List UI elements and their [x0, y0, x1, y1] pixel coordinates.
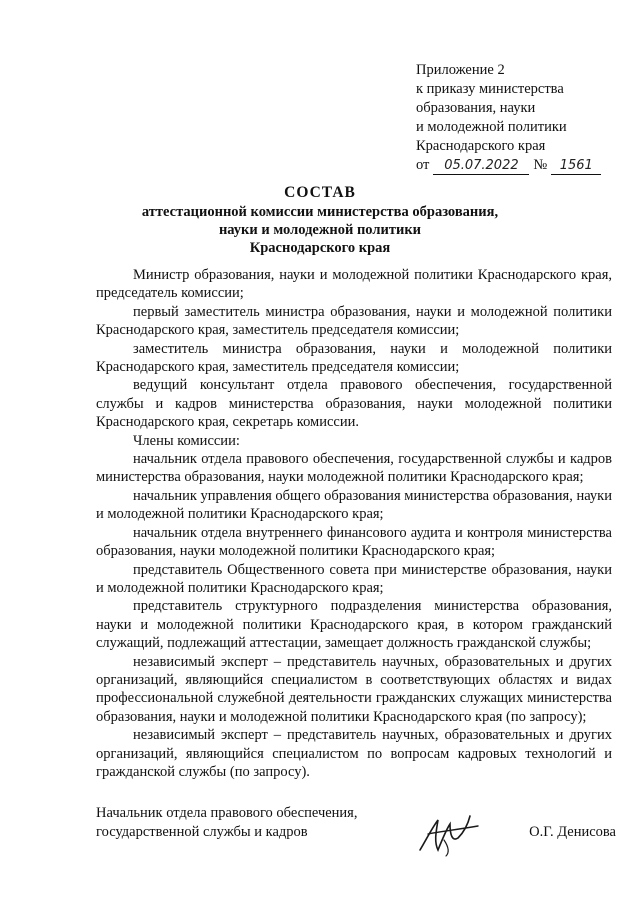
- date-prefix: от: [416, 157, 430, 173]
- handwritten-signature: [414, 810, 484, 858]
- members-heading: Члены комиссии:: [133, 432, 240, 449]
- paragraph-member: независимый эксперт – представитель научных, образовательных и других организаций, являющийся специалистом по вопросам кадровых технологий и гражданской службы (по запросу).: [96, 727, 612, 780]
- order-number-handwritten: 1561: [551, 158, 601, 175]
- paragraph-first-deputy: первый заместитель министра образования, науки и молодежной политики Краснодарского края, заместитель председателя комиссии;: [96, 303, 612, 339]
- appendix-line: к приказу министерства: [416, 81, 564, 97]
- title-line: науки и молодежной политики: [218, 222, 422, 238]
- order-date-handwritten: 05.07.2022: [433, 158, 529, 175]
- title-line: аттестационной комиссии министерства образования,: [141, 204, 499, 220]
- appendix-line: и молодежной политики: [416, 119, 567, 135]
- paragraph-member: представитель Общественного совета при министерстве образования, науки и молодежной политики Краснодарского края;: [96, 561, 612, 596]
- appendix-header: [416, 61, 626, 175]
- paragraph-member: представитель структурного подразделения министерства образования, науки и молодежной политики Краснодарского края, в котором гражданский служащий, подлежащий аттестации, замещает должность гражданской службы;: [96, 598, 612, 652]
- position-line: государственной службы и кадров: [96, 824, 308, 840]
- appendix-line: образования, науки: [416, 100, 536, 116]
- paragraph-secretary: ведущий консультант отдела правового обеспечения, государственной службы и кадров министерства образования, науки молодежной политики Краснодарского края, секретарь комиссии.: [96, 377, 612, 431]
- paragraph-chairman: Министр образования, науки и молодежной политики Краснодарского края, председатель комиссии;: [96, 267, 612, 302]
- paragraph-member: начальник отдела правового обеспечения, государственной службы и кадров министерства образования, науки молодежной политики Краснодарского края;: [96, 451, 612, 486]
- paragraph-deputy: заместитель министра образования, науки и молодежной политики Краснодарского края, заместитель председателя комиссии;: [96, 340, 612, 376]
- appendix-line: Краснодарского края: [416, 138, 546, 154]
- signature-block: [96, 804, 616, 864]
- title-line: Краснодарского края: [249, 240, 391, 256]
- paragraph-member: начальник отдела внутреннего финансового аудита и контроля министерства образования, науки молодежной политики Краснодарского края;: [96, 524, 612, 560]
- title-main: СОСТАВ: [284, 184, 356, 201]
- signatory-name: О.Г. Денисова: [529, 824, 616, 840]
- number-prefix: №: [533, 157, 548, 173]
- order-date-line: [416, 156, 626, 175]
- commission-list: [96, 266, 612, 781]
- paragraph-member: независимый эксперт – представитель научных, образовательных и других организаций, являющийся специалистом в соответствующих областях и видах профессиональной служебной деятельности гражданских служащих министерства образования, науки и молодежной политики Краснодарского края (по запросу);: [96, 653, 612, 725]
- paragraph-member: начальник управления общего образования министерства образования, науки и молодежной политики Краснодарского края;: [96, 487, 612, 523]
- position-line: Начальник отдела правового обеспечения,: [96, 805, 358, 821]
- appendix-line: Приложение 2: [416, 62, 505, 78]
- document-title: [80, 183, 560, 257]
